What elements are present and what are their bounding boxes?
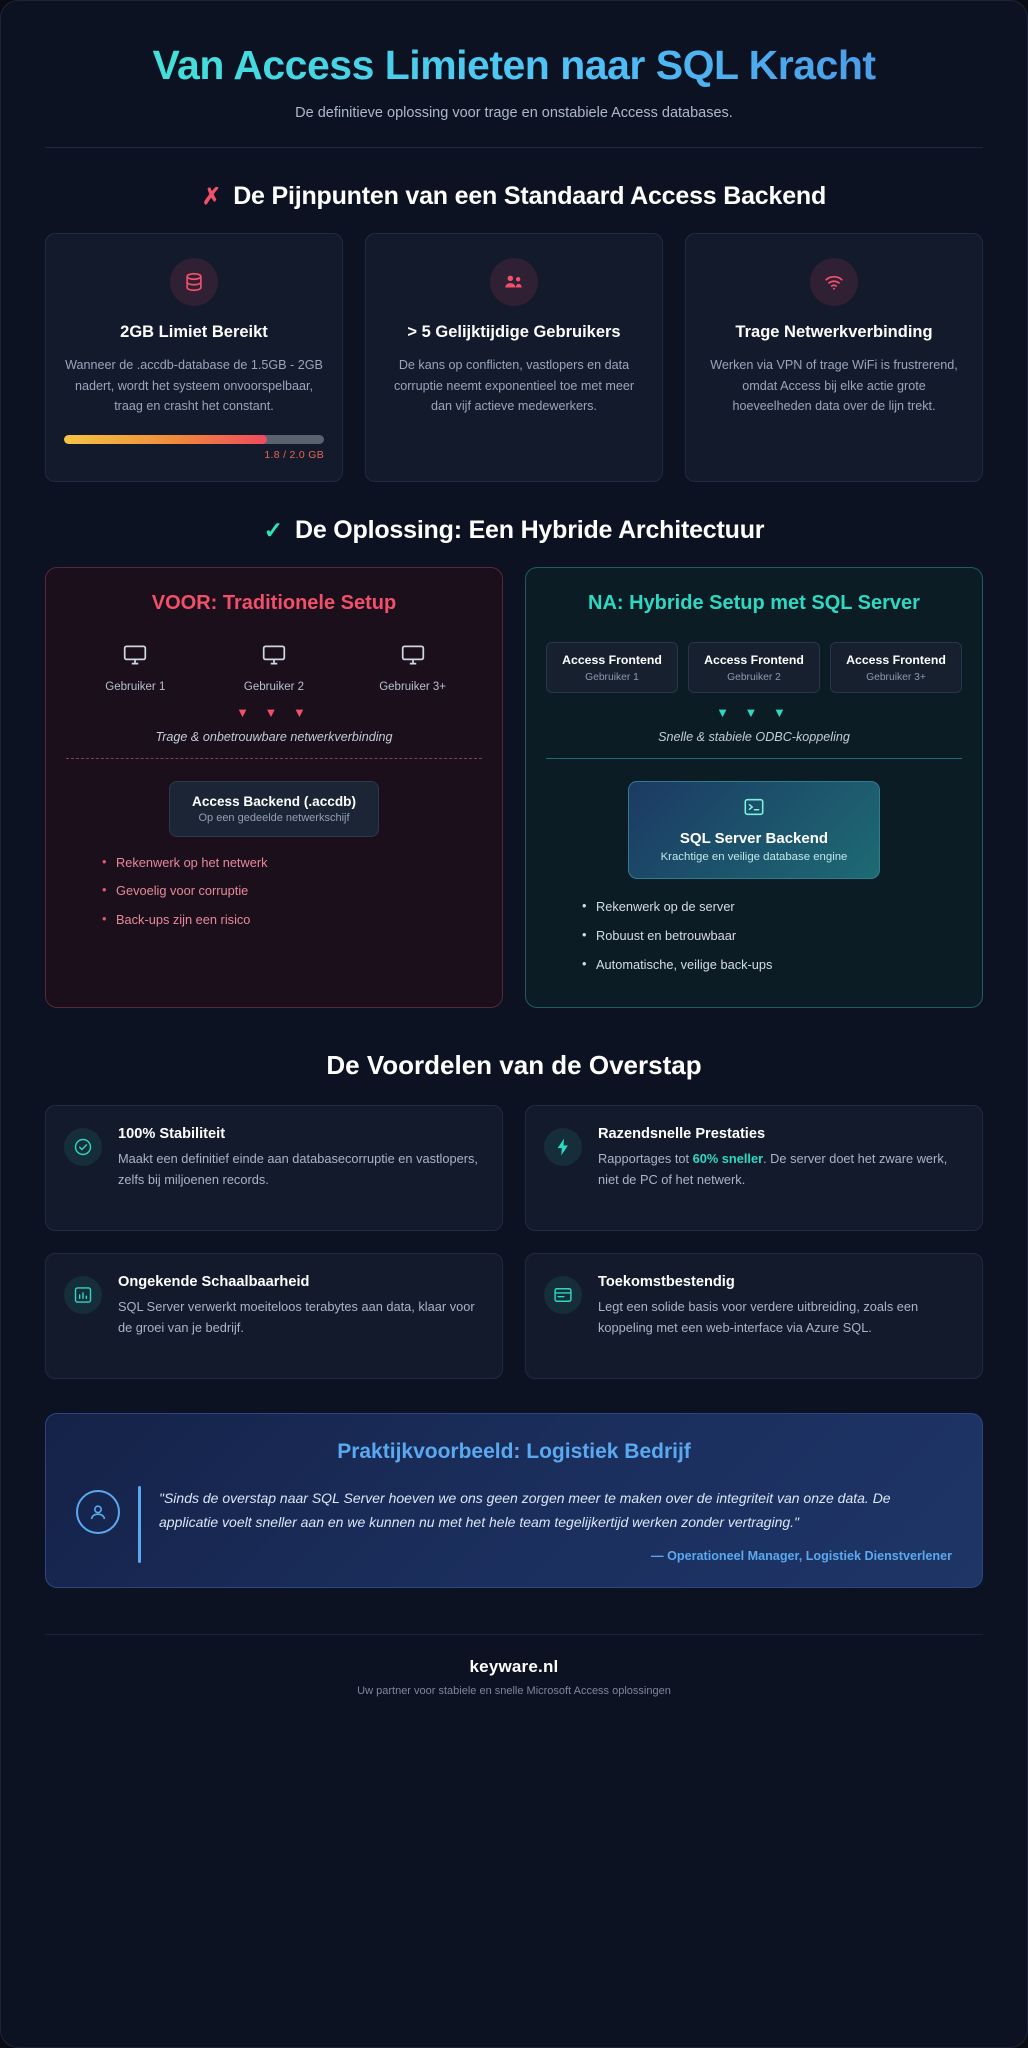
benefit-card-scalability xyxy=(45,1253,503,1379)
benefit-title: Toekomstbestendig xyxy=(598,1274,735,1291)
before-link-note: Trage & onbetrouwbare netwerkverbinding xyxy=(155,729,393,744)
check-icon: ✓ xyxy=(263,516,283,543)
list-item: • Rekenwerk op de server xyxy=(582,897,962,917)
benefit-text: Legt een solide basis voor verdere uitbreiding, zoals een koppeling met een web-interface via Azure SQL. xyxy=(598,1299,919,1335)
sql-backend-sub: Krachtige en veilige database engine xyxy=(660,850,848,863)
frontend-box-2 xyxy=(688,642,820,693)
pain-card-text: Wanneer de .accdb-database de 1.5GB - 2GB nadert, wordt het systeem onvoorspelbaar, traag en crasht het constant. xyxy=(65,358,323,414)
sql-backend-title: SQL Server Backend xyxy=(679,829,829,847)
frontend-box-3 xyxy=(830,642,962,693)
list-item: • Robuust en betrouwbaar xyxy=(582,926,962,946)
after-divider xyxy=(546,758,962,759)
list-item: • Gevoelig voor corruptie xyxy=(102,881,482,901)
monitor-icon xyxy=(122,642,148,668)
panel-before xyxy=(45,567,503,1009)
footer-tagline: Uw partner voor stabiele en snelle Microsoft Access oplossingen xyxy=(357,1684,671,1697)
before-bullets xyxy=(66,853,482,930)
before-divider xyxy=(66,758,482,759)
panel-after xyxy=(525,567,983,1009)
before-flow-arrows: ▼ ▼ ▼ xyxy=(236,704,312,720)
benefit-text: Maakt een definitief einde aan databasecorruptie en vastlopers, zelfs bij miljoenen records. xyxy=(118,1151,478,1187)
avatar xyxy=(76,1490,120,1534)
meter-track xyxy=(64,435,324,444)
access-backend-sub: Op een gedeelde netwerkschijf xyxy=(198,811,350,824)
frontend-title: Access Frontend xyxy=(704,652,804,667)
before-user-3 xyxy=(344,642,481,693)
meter-label: 1.8 / 2.0 GB xyxy=(264,448,324,461)
list-item: • Automatische, veilige back-ups xyxy=(582,955,962,975)
quote-attribution: — Operationeel Manager, Logistiek Dienstverlener xyxy=(651,1548,952,1563)
benefit-text-after: . De server doet het zware werk, niet de PC of het netwerk. xyxy=(598,1151,948,1187)
benefit-title: Razendsnelle Prestaties xyxy=(598,1126,766,1143)
pain-section-heading xyxy=(45,182,983,211)
frontend-title: Access Frontend xyxy=(562,652,662,667)
before-user-label: Gebruiker 3+ xyxy=(379,680,447,693)
bolt-icon xyxy=(544,1128,582,1166)
case-study-title: Praktijkvoorbeeld: Logistiek Bedrijf xyxy=(337,1440,691,1464)
chart-bars-icon xyxy=(64,1276,102,1314)
before-user-1 xyxy=(67,642,204,693)
monitor-icon xyxy=(400,642,426,668)
pain-card-limit xyxy=(45,233,343,482)
pain-card-text: De kans op conflicten, vastlopers en data corruptie neemt exponentieel toe met meer dan vijf actieve medewerkers. xyxy=(393,358,635,414)
monitor-icon xyxy=(261,642,287,668)
meter-fill xyxy=(64,435,267,444)
cross-icon: ✗ xyxy=(201,182,222,209)
access-backend-title: Access Backend (.accdb) xyxy=(192,793,356,809)
footer-brand[interactable]: keyware.nl xyxy=(469,1656,559,1676)
pain-cards xyxy=(45,233,983,482)
check-circle-icon xyxy=(64,1128,102,1166)
benefit-text: SQL Server verwerkt moeiteloos terabytes aan data, klaar voor de groei van je bedrijf. xyxy=(118,1299,475,1335)
panel-before-title: VOOR: Traditionele Setup xyxy=(151,591,397,614)
database-icon xyxy=(170,258,218,306)
frontend-title: Access Frontend xyxy=(846,652,946,667)
terminal-icon xyxy=(639,796,869,824)
after-bullets xyxy=(546,897,962,974)
pain-card-text: Werken via VPN of trage WiFi is frustrerend, omdat Access bij elke actie grote hoeveelheden data over de lijn trekt. xyxy=(710,358,958,414)
before-users-row xyxy=(66,642,482,693)
frontend-box-1 xyxy=(546,642,678,693)
benefit-card-stability xyxy=(45,1105,503,1231)
frontend-sub: Gebruiker 1 xyxy=(585,671,639,683)
pain-card-title: 2GB Limiet Bereikt xyxy=(120,322,268,341)
sql-backend-box xyxy=(628,781,880,879)
before-user-label: Gebruiker 2 xyxy=(243,680,305,693)
storage-meter xyxy=(64,435,324,461)
case-study-card xyxy=(45,1413,983,1587)
benefit-card-performance xyxy=(525,1105,983,1231)
page-title: Van Access Limieten naar SQL Kracht xyxy=(45,43,983,89)
wifi-icon xyxy=(810,258,858,306)
pain-card-title: > 5 Gelijktijdige Gebruikers xyxy=(407,322,621,341)
after-flow-arrows: ▼ ▼ ▼ xyxy=(716,704,792,720)
divider xyxy=(45,147,983,148)
access-backend-box xyxy=(169,781,379,837)
users-icon xyxy=(490,258,538,306)
benefit-text xyxy=(598,1149,962,1190)
panel-after-title: NA: Hybride Setup met SQL Server xyxy=(588,591,920,614)
solution-section-heading xyxy=(45,516,983,545)
benefit-highlight: 60% sneller xyxy=(692,1151,764,1167)
quote-text: "Sinds de overstap naar SQL Server hoeven we ons geen zorgen meer te maken over de integriteit van onze data. De applicatie voelt sneller aan en we kunnen nu met het hele team tegelijkertijd werken zonder vertraging." xyxy=(159,1490,891,1531)
benefit-text-before: Rapportages tot xyxy=(598,1151,693,1167)
solution-heading-text: De Oplossing: Een Hybride Architectuur xyxy=(294,515,765,544)
case-study-body xyxy=(76,1486,952,1562)
after-frontends-row xyxy=(546,642,962,693)
quote-accent-bar xyxy=(138,1486,141,1562)
benefits-grid xyxy=(45,1105,983,1379)
after-link-note: Snelle & stabiele ODBC-koppeling xyxy=(658,729,850,744)
page-subtitle: De definitieve oplossing voor trage en onstabiele Access databases. xyxy=(295,104,733,121)
footer xyxy=(45,1635,983,1723)
window-icon xyxy=(544,1276,582,1314)
pain-card-title: Trage Netwerkverbinding xyxy=(735,322,933,341)
list-item: • Rekenwerk op het netwerk xyxy=(102,853,482,873)
benefit-card-futureproof xyxy=(525,1253,983,1379)
pain-card-network xyxy=(685,233,983,482)
benefits-heading: De Voordelen van de Overstap xyxy=(326,1050,702,1081)
benefit-title: Ongekende Schaalbaarheid xyxy=(118,1274,310,1291)
pain-heading-text: De Pijnpunten van een Standaard Access Backend xyxy=(233,181,827,210)
before-user-label: Gebruiker 1 xyxy=(105,680,166,693)
pain-card-users xyxy=(365,233,663,482)
benefit-title: 100% Stabiliteit xyxy=(118,1126,226,1143)
frontend-sub: Gebruiker 3+ xyxy=(866,671,926,683)
list-item: • Back-ups zijn een risico xyxy=(102,910,482,930)
before-user-2 xyxy=(205,642,342,693)
frontend-sub: Gebruiker 2 xyxy=(727,671,781,683)
comparison-panels xyxy=(45,567,983,1009)
